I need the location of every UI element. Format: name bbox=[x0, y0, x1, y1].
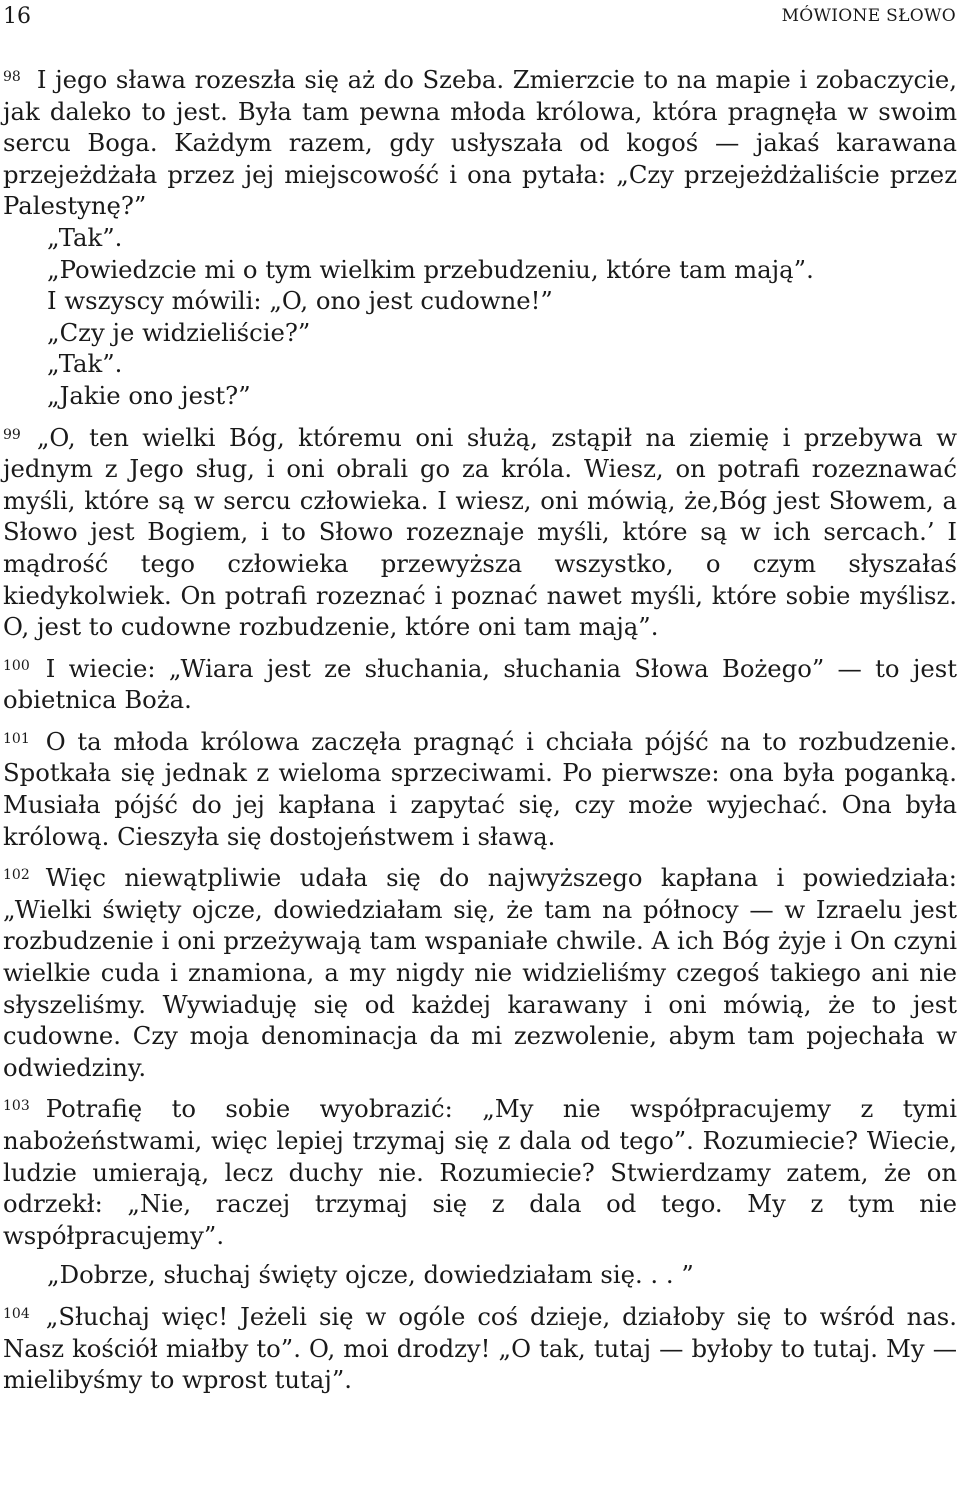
paragraph-number: 102 bbox=[3, 867, 30, 884]
paragraph-99 bbox=[3, 420, 957, 643]
dialogue-line: „Czy je widzieliście?” bbox=[47, 317, 311, 347]
paragraph-gap bbox=[3, 852, 957, 860]
paragraph-103 bbox=[3, 1091, 957, 1251]
paragraph-gap bbox=[3, 643, 957, 651]
paragraph-104 bbox=[3, 1299, 957, 1396]
paragraph-text: „O, ten wielki Bóg, któremu oni służą, zstąpił na ziemię i przebywa w jednym z Jego sług, i oni obrali go za króla. Wiesz, on potrafi rozeznawać myśli, które są w sercu człowieka. I wiesz, oni mówią, że‚Bóg jest Słowem, a Słowo jest Bogiem, i to Słowo rozeznaje myśli, które są w ich sercach.’ I mądrość tego człowieka przewyższa wszystko, o czym słyszałaś kiedykolwiek. On potrafi rozeznać i poznać nawet myśli, które sobie myślisz. O, jest to cudowne rozbudzenie, które oni tam mają”. bbox=[3, 422, 957, 642]
paragraph-text: O ta młoda królowa zaczęła pragnąć i chciała pójść na to rozbudzenie. Spotkała się jednak z wieloma sprzeciwami. Po pierwsze: ona była poganką. Musiała pójść do jej kapłana i zapytać się, czy może wyjechać. Ona była królową. Cieszyła się dostojeństwem i sławą. bbox=[3, 726, 957, 851]
paragraph-text: Więc niewątpliwie udała się do najwyższego kapłana i powiedziała: „Wielki święty ojcze, dowiedziałam się, że tam na północy — w Izraelu jest rozbudzenie i oni przeżywają tam wspaniałe chwile. A ich Bóg żyje i On czyni wielkie cuda i znamiona, a my nigdy nie widzieliśmy czegoś takiego ani nie słyszeliśmy. Wywiaduję się od każdej karawany i oni mówią, że to jest cudowne. Czy moja denominacja da mi zezwolenie, abym tam pojechała w odwiedziny. bbox=[3, 863, 957, 1082]
paragraph-number: 99 bbox=[3, 426, 21, 443]
dialogue-line: I wszyscy mówili: „O, ono jest cudowne!” bbox=[47, 286, 553, 316]
running-title: MÓWIONE SŁOWO bbox=[781, 6, 956, 26]
paragraph-text: Potrafię to sobie wyobrazić: „My nie współpracujemy z tymi nabożeństwami, więc lepiej trzymaj się z dala od tego”. Rozumiecie? Wiecie, ludzie umierają, lecz duchy nie. Rozumiecie? Stwierdzamy zatem, że on odrzekł: „Nie, raczej trzymaj się z dala od tego. My z tym nie współpracujemy”. bbox=[3, 1094, 957, 1250]
page-body bbox=[3, 62, 957, 1396]
paragraph-100 bbox=[3, 651, 957, 716]
paragraph-number: 104 bbox=[3, 1305, 30, 1322]
paragraph-gap bbox=[3, 716, 957, 724]
dialogue-line: „Dobrze, słuchaj święty ojcze, dowiedziałam się. . . ” bbox=[47, 1260, 694, 1290]
paragraph-gap bbox=[3, 1083, 957, 1091]
paragraph-text: I jego sława rozeszła się aż do Szeba. Zmierzcie to na mapie i zobaczycie, jak daleko to jest. Była tam pewna młoda królowa, która pragnęła w swoim sercu Boga. Każdym razem, gdy usłyszała od kogoś — jakaś karawana przejeżdżała przez jej miejscowość i ona pytała: „Czy przejeżdżaliście przez Palestynę?” bbox=[3, 65, 957, 221]
paragraph-gap bbox=[3, 1291, 957, 1299]
paragraph-number: 101 bbox=[3, 730, 30, 747]
paragraph-gap bbox=[3, 1251, 957, 1259]
paragraph-number: 103 bbox=[3, 1098, 30, 1115]
dialogue-line: „Tak”. bbox=[47, 222, 123, 252]
dialogue-line: „Jakie ono jest?” bbox=[47, 380, 251, 410]
paragraph-number: 100 bbox=[3, 657, 30, 674]
dialogue-line: „Powiedzcie mi o tym wielkim przebudzeniu, które tam mają”. bbox=[47, 254, 814, 284]
dialogue-line: „Tak”. bbox=[47, 349, 123, 379]
page-number: 16 bbox=[3, 4, 31, 29]
paragraph-gap bbox=[3, 412, 957, 420]
paragraph-text: „Słuchaj więc! Jeżeli się w ogóle coś dzieje, działoby się to wśród nas. Nasz kościół miałby to”. O, moi drodzy! „O tak, tutaj — byłoby to tutaj. My — mielibyśmy to wprost tutaj”. bbox=[3, 1301, 957, 1395]
paragraph-98 bbox=[3, 62, 957, 222]
paragraph-text: I wiecie: „Wiara jest ze słuchania, słuchania Słowa Bożego” — to jest obietnica Boża. bbox=[3, 653, 957, 715]
paragraph-number: 98 bbox=[3, 69, 21, 85]
paragraph-101 bbox=[3, 724, 957, 852]
paragraph-102 bbox=[3, 860, 957, 1083]
